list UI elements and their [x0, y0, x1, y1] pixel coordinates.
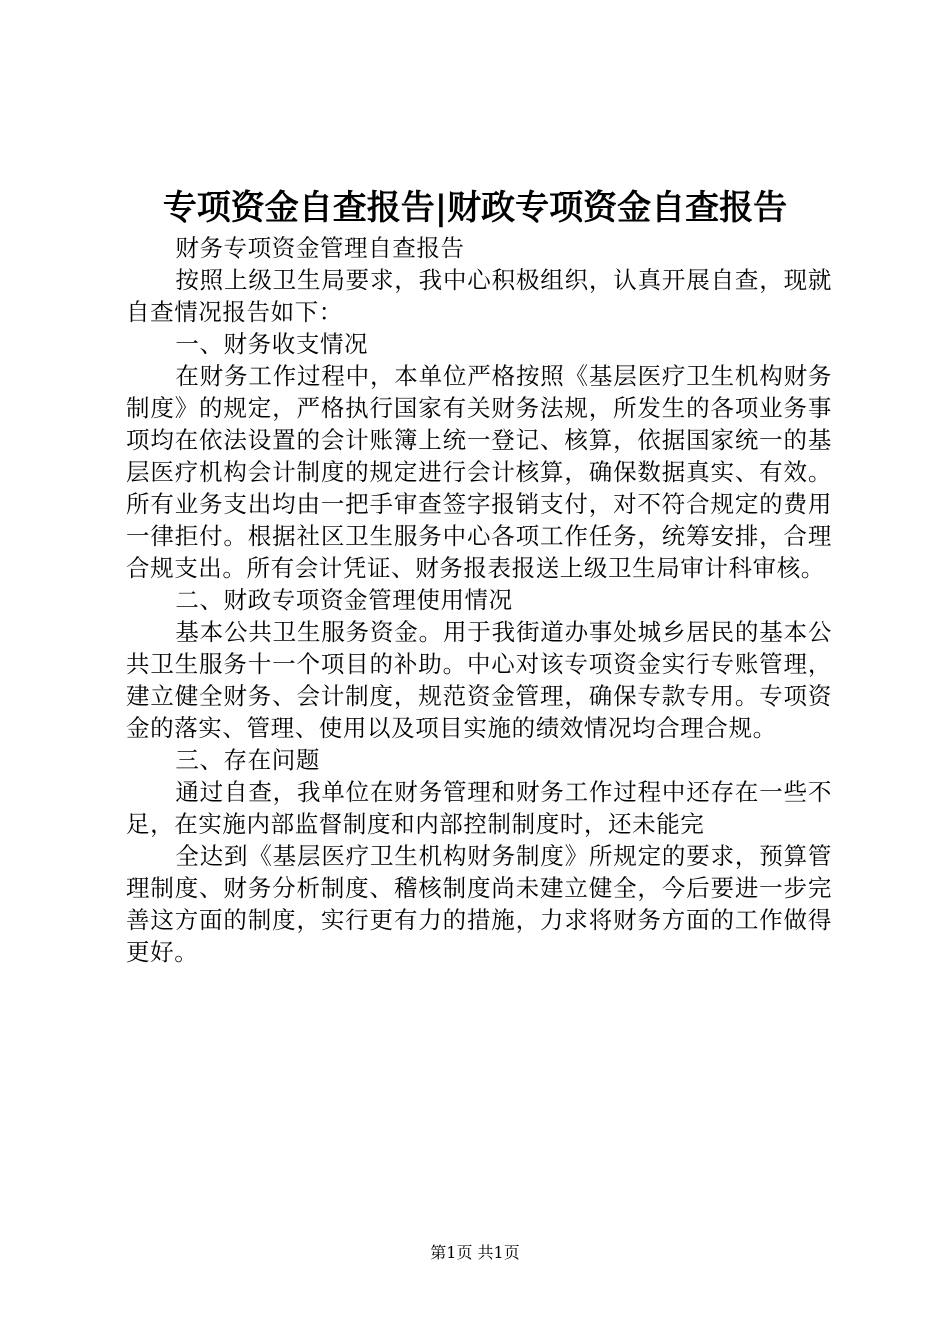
paragraph-subtitle: 财务专项资金管理自查报告 [175, 234, 465, 262]
paragraph-section-2: 基本公共卫生服务资金。用于我街道办事处城乡居民的基本公共卫生服务十一个项目的补助。中心对该专项资金实行专账管理，建立健全财务、会计制度，规范资金管理，确保专款专用。专项资金的落实、管理、使用以及项目实施的绩效情况均合理合规。 [126, 618, 832, 742]
section-heading-3: 三、存在问题 [175, 746, 320, 774]
paragraph-section-3b: 全达到《基层医疗卫生机构财务制度》所规定的要求，预算管理制度、财务分析制度、稽核制度尚未建立健全，今后要进一步完善这方面的制度，实行更有力的措施，力求将财务方面的工作做得更好。 [126, 842, 832, 966]
document-body [126, 232, 832, 968]
page-footer: 第1页 共1页 [430, 1243, 520, 1262]
document-title: 专项资金自查报告|财政专项资金自查报告 [162, 188, 788, 228]
section-heading-1: 一、财务收支情况 [175, 330, 369, 358]
paragraph-section-3a: 通过自查，我单位在财务管理和财务工作过程中还存在一些不足，在实施内部监督制度和内部控制制度时，还未能完 [126, 778, 832, 838]
paragraph-intro: 按照上级卫生局要求，我中心积极组织，认真开展自查，现就自查情况报告如下： [126, 266, 832, 326]
paragraph-section-1: 在财务工作过程中，本单位严格按照《基层医疗卫生机构财务制度》的规定，严格执行国家有关财务法规，所发生的各项业务事项均在依法设置的会计账簿上统一登记、核算，依据国家统一的基层医疗机构会计制度的规定进行会计核算，确保数据真实、有效。所有业务支出均由一把手审查签字报销支付，对不符合规定的费用一律拒付。根据社区卫生服务中心各项工作任务，统筹安排，合理合规支出。所有会计凭证、财务报表报送上级卫生局审计科审核。 [126, 362, 832, 582]
section-heading-2: 二、财政专项资金管理使用情况 [175, 586, 513, 614]
